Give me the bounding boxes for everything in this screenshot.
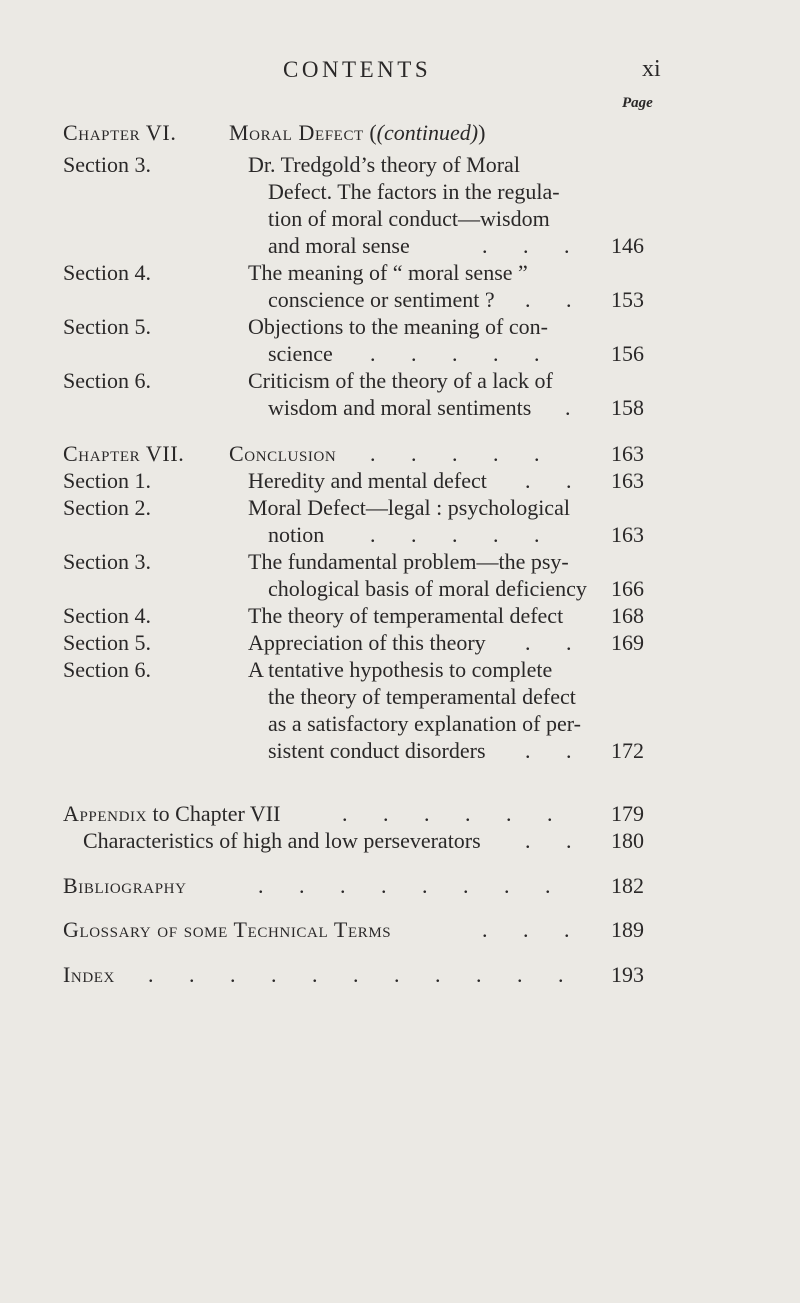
dot-leader: . . <box>525 468 587 493</box>
dot-leader: . . . . . . . . . . . <box>148 962 579 987</box>
dot-leader: . <box>565 395 586 420</box>
chapter-label: Chapter VII. <box>63 441 185 466</box>
section-title-line: conscience or sentiment ? <box>268 287 495 312</box>
section-title-line: The meaning of “ moral sense ” <box>248 260 528 285</box>
dot-leader: . . <box>525 630 587 655</box>
chapter-title: Moral Defect ((continued)) <box>229 120 486 145</box>
section-title-line: Defect. The factors in the regula- <box>268 179 560 204</box>
section-title-line: wisdom and moral sentiments <box>268 395 532 420</box>
section-title-line: A tentative hypothesis to complete <box>248 657 553 682</box>
bibliography-entry: Bibliography <box>63 873 187 898</box>
section-label: Section 2. <box>63 495 151 520</box>
page-number: xi <box>642 56 661 82</box>
section-label: Section 4. <box>63 603 151 628</box>
page-ref: 189 <box>611 917 644 942</box>
dot-leader: . . . . . . . . <box>258 873 566 898</box>
page-ref: 166 <box>611 576 644 601</box>
dot-leader: . . . <box>482 917 585 942</box>
glossary-entry: Glossary of some Technical Terms <box>63 917 392 942</box>
section-label: Section 6. <box>63 657 151 682</box>
section-title-line: notion <box>268 522 325 547</box>
section-title-line: as a satisfactory explanation of per- <box>268 711 581 736</box>
chapter-title-text: Moral Defect <box>229 120 364 145</box>
section-label: Section 3. <box>63 549 151 574</box>
page-ref: 180 <box>611 828 644 853</box>
section-label: Section 1. <box>63 468 151 493</box>
appendix-label: Appendix <box>63 801 148 826</box>
section-title-line: Moral Defect—legal : psychological <box>248 495 570 520</box>
dot-leader: . . <box>525 828 587 853</box>
section-label: Section 6. <box>63 368 151 393</box>
section-title-line: Dr. Tredgold’s theory of Moral <box>248 152 520 177</box>
page-ref: 158 <box>611 395 644 420</box>
section-title-line: Objections to the meaning of con- <box>248 314 548 339</box>
page-ref: 146 <box>611 233 644 258</box>
page-ref: 163 <box>611 441 644 466</box>
index-entry: Index <box>63 962 115 987</box>
page-ref: 163 <box>611 468 644 493</box>
section-title-line: Criticism of the theory of a lack of <box>248 368 553 393</box>
section-title-line: The fundamental problem—the psy- <box>248 549 569 574</box>
dot-leader: . . <box>525 287 587 312</box>
section-title-line: tion of moral conduct—wisdom <box>268 206 550 231</box>
chapter-label: Chapter VI. <box>63 120 177 145</box>
section-title-line: the theory of temperamental defect <box>268 684 576 709</box>
page-ref: 153 <box>611 287 644 312</box>
page-title: CONTENTS <box>283 57 432 82</box>
dot-leader: . . . . . <box>370 522 555 547</box>
page-ref: 179 <box>611 801 644 826</box>
section-label: Section 5. <box>63 630 151 655</box>
dot-leader: . . . . . <box>370 441 555 466</box>
page-ref: 193 <box>611 962 644 987</box>
section-title-line: and moral sense <box>268 233 410 258</box>
dot-leader: . . . . . <box>370 341 555 366</box>
appendix-entry <box>63 800 280 827</box>
dot-leader: . . . . . . <box>342 801 568 826</box>
page-ref: 172 <box>611 738 644 763</box>
chapter-title: Conclusion <box>229 441 337 466</box>
chapter-title-note: (continued) <box>376 120 479 145</box>
page-ref: 168 <box>611 603 644 628</box>
appendix-label-rest: to Chapter VII <box>152 801 281 826</box>
page-ref: 163 <box>611 522 644 547</box>
section-title-line: The theory of temperamental defect <box>248 603 564 628</box>
dot-leader: . . <box>525 738 587 763</box>
section-label: Section 3. <box>63 152 151 177</box>
section-title-line: sistent conduct disorders <box>268 738 486 763</box>
section-label: Section 5. <box>63 314 151 339</box>
page-ref: 169 <box>611 630 644 655</box>
section-title-line: chological basis of moral deficiency <box>268 576 587 601</box>
page-ref: 182 <box>611 873 644 898</box>
section-label: Section 4. <box>63 260 151 285</box>
subentry-title: Characteristics of high and low perseverators <box>83 828 481 853</box>
page-column-label: Page <box>622 95 653 111</box>
section-title-line: science <box>268 341 333 366</box>
section-title-line: Appreciation of this theory <box>248 630 486 655</box>
dot-leader: . . . <box>482 233 585 258</box>
section-title-line: Heredity and mental defect <box>248 468 487 493</box>
page-ref: 156 <box>611 341 644 366</box>
